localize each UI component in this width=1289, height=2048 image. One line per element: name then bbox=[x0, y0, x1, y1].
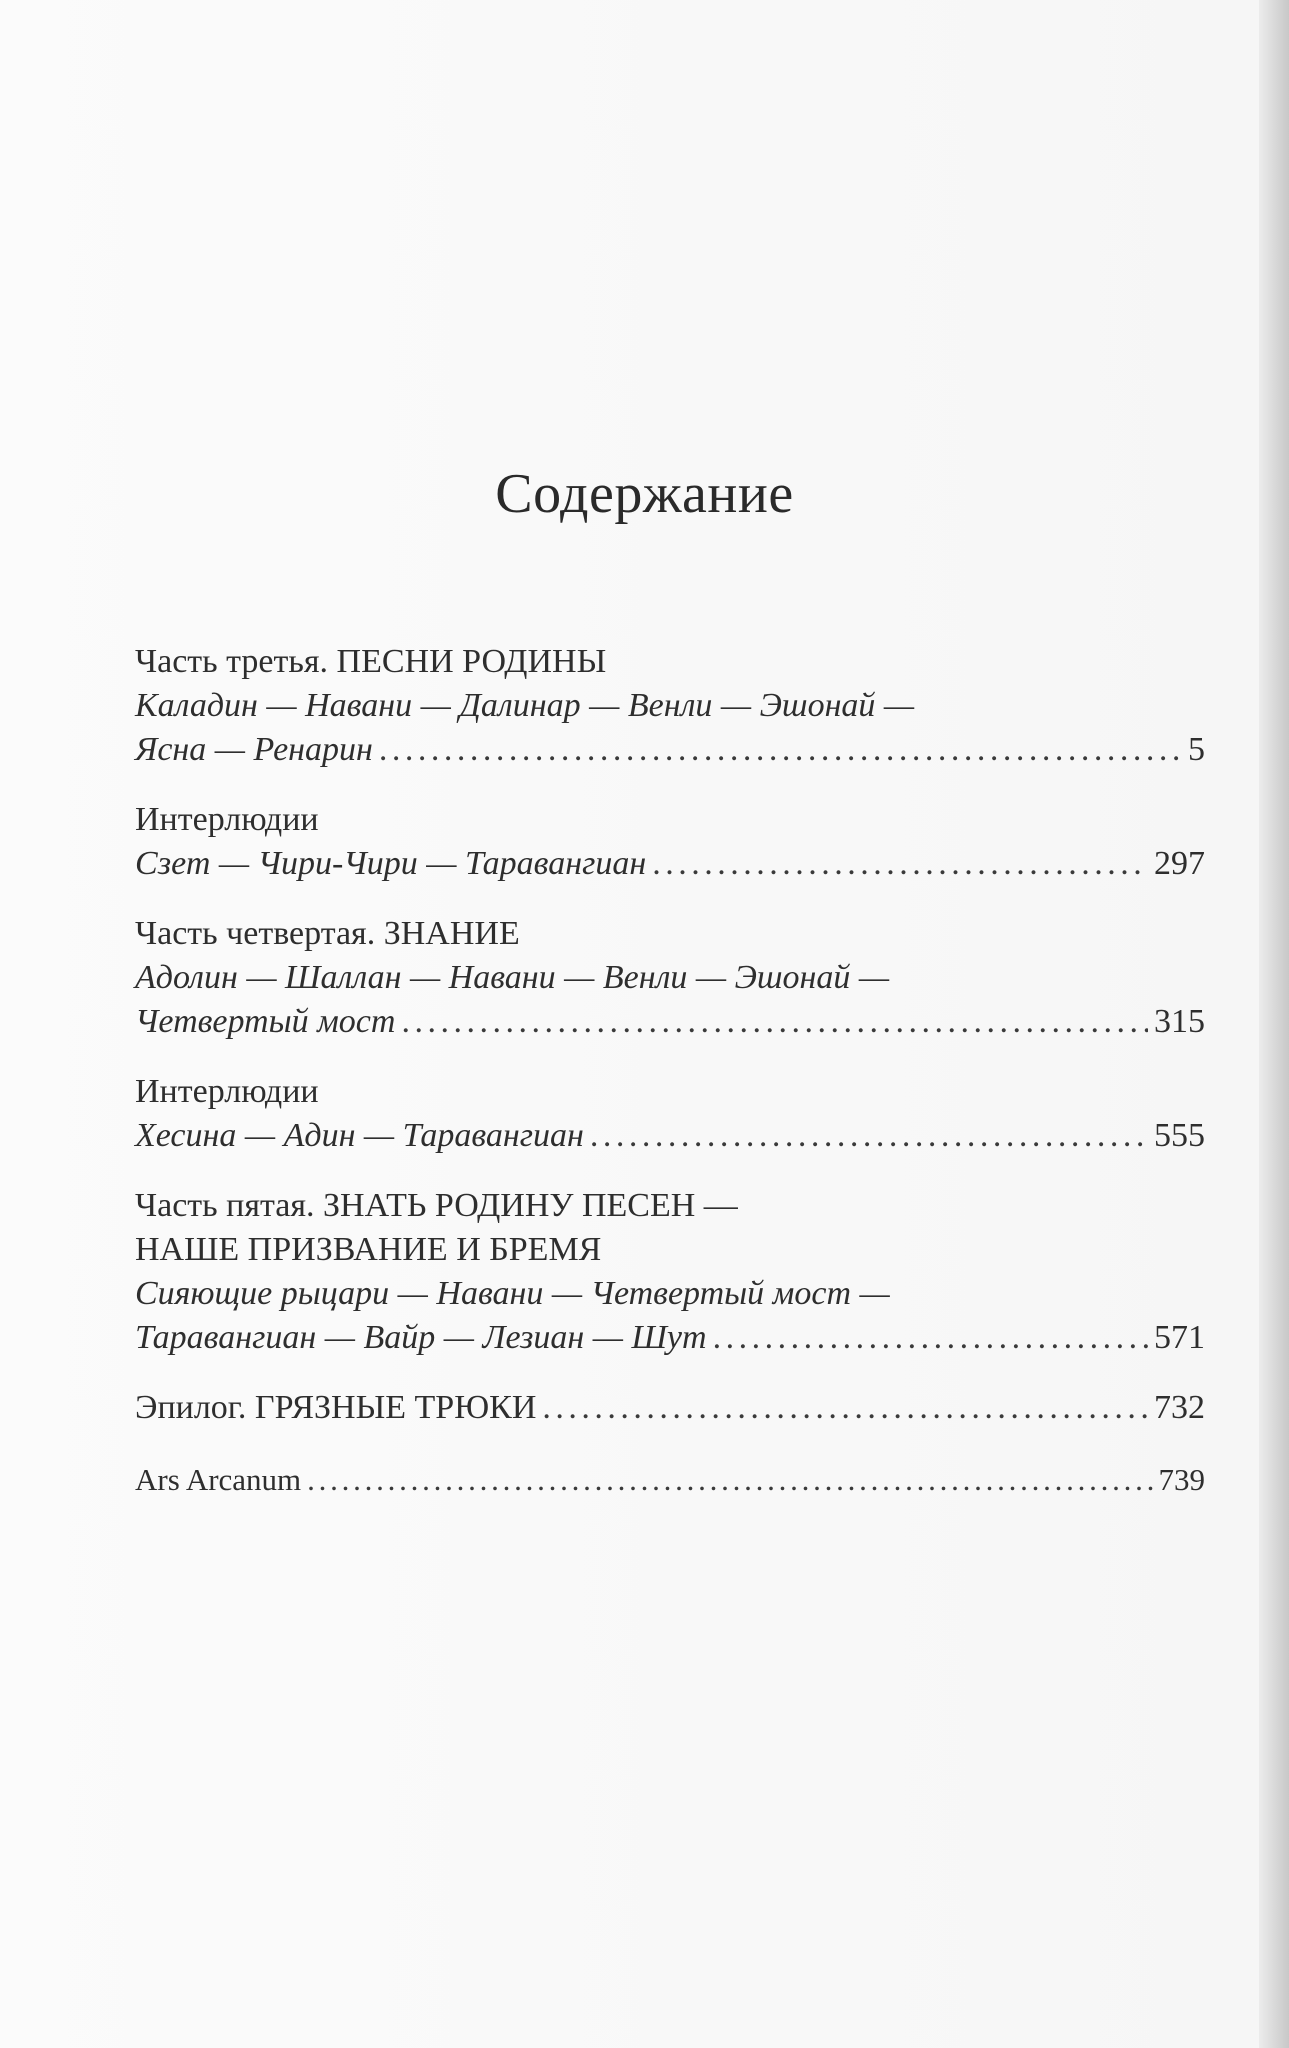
section-heading: Часть четвертая. ЗНАНИЕ bbox=[135, 915, 520, 952]
chapter-characters: Сзет — Чири-Чири — Таравангиан bbox=[135, 845, 647, 882]
toc-section-interludes-2 bbox=[135, 1070, 1205, 1158]
section-heading: Интерлюдии bbox=[135, 801, 319, 838]
toc-entry[interactable] bbox=[135, 1114, 1205, 1158]
chapter-characters: Ясна — Ренарин bbox=[135, 731, 373, 768]
ars-arcanum-label: Ars Arcanum bbox=[135, 1462, 302, 1497]
chapter-characters: Адолин — Шаллан — Навани — Венли — Эшонай — bbox=[135, 959, 890, 996]
section-heading: Часть пятая. ЗНАТЬ РОДИНУ ПЕСЕН — bbox=[135, 1187, 738, 1224]
toc-entry[interactable] bbox=[135, 728, 1205, 772]
toc-entry[interactable] bbox=[135, 1000, 1205, 1044]
leader-dots bbox=[379, 728, 1182, 772]
leader-dots bbox=[652, 842, 1148, 886]
toc-section-part-three bbox=[135, 640, 1205, 772]
toc-entry-ars-arcanum[interactable] bbox=[135, 1458, 1205, 1502]
page-edge-shadow bbox=[1259, 0, 1289, 2048]
section-heading: Часть третья. ПЕСНИ РОДИНЫ bbox=[135, 643, 607, 680]
page-number: 555 bbox=[1154, 1117, 1205, 1154]
section-heading-continued: НАШЕ ПРИЗВАНИЕ И БРЕМЯ bbox=[135, 1231, 602, 1268]
page-number: 315 bbox=[1154, 1003, 1205, 1040]
table-of-contents bbox=[135, 640, 1205, 1502]
section-heading: Интерлюдии bbox=[135, 1073, 319, 1110]
page-number: 297 bbox=[1154, 845, 1205, 882]
page-number: 732 bbox=[1154, 1389, 1205, 1426]
epilogue-label: Эпилог. ГРЯЗНЫЕ ТРЮКИ bbox=[135, 1389, 537, 1426]
page-title: Содержание bbox=[495, 463, 794, 525]
page-number: 5 bbox=[1188, 731, 1205, 768]
toc-section-part-four bbox=[135, 912, 1205, 1044]
chapter-characters: Сияющие рыцари — Навани — Четвертый мост — bbox=[135, 1275, 890, 1312]
chapter-characters: Четвертый мост bbox=[135, 1003, 396, 1040]
leader-dots bbox=[713, 1316, 1148, 1360]
toc-entry[interactable] bbox=[135, 842, 1205, 886]
page-number: 739 bbox=[1158, 1462, 1205, 1497]
toc-section-part-five bbox=[135, 1184, 1205, 1360]
chapter-characters: Хесина — Адин — Таравангиан bbox=[135, 1117, 584, 1154]
chapter-characters: Таравангиан — Вайр — Лезиан — Шут bbox=[135, 1319, 707, 1356]
page-number: 571 bbox=[1154, 1319, 1205, 1356]
toc-entry[interactable] bbox=[135, 1316, 1205, 1360]
toc-section-interludes-1 bbox=[135, 798, 1205, 886]
leader-dots bbox=[590, 1114, 1148, 1158]
leader-dots bbox=[542, 1386, 1148, 1430]
leader-dots bbox=[401, 1000, 1148, 1044]
toc-entry-epilogue[interactable] bbox=[135, 1386, 1205, 1430]
leader-dots bbox=[307, 1458, 1152, 1502]
chapter-characters: Каладин — Навани — Далинар — Венли — Эшонай — bbox=[135, 687, 915, 724]
